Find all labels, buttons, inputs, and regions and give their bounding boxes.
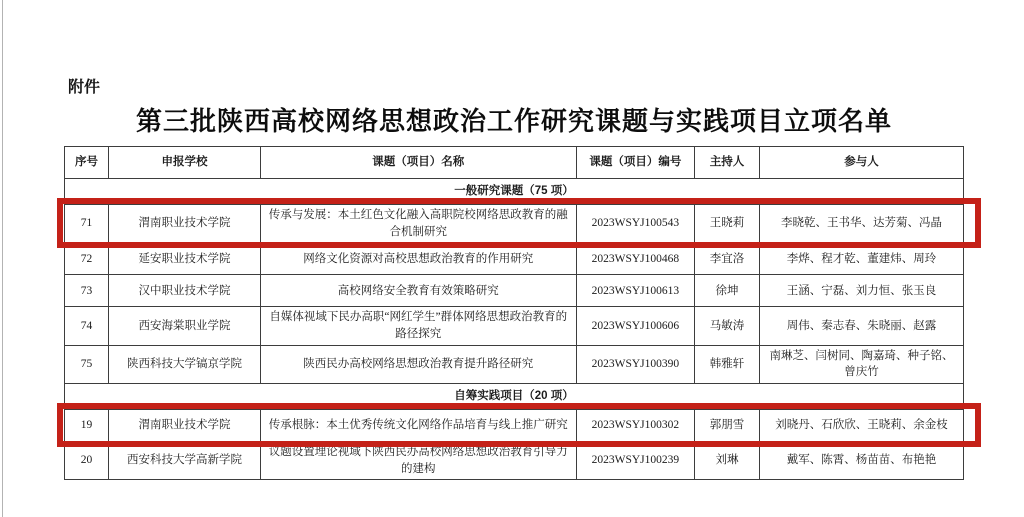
table-row: [65, 205, 964, 243]
cell-leader: 徐坤: [695, 275, 760, 307]
cell-no: 72: [65, 243, 109, 275]
section-header-label: 一般研究课题（75 项）: [65, 179, 964, 205]
cell-no: 71: [65, 205, 109, 243]
cell-no: 75: [65, 345, 109, 383]
col-participants: 参与人: [759, 147, 963, 179]
cell-project-name: 陕西民办高校网络思想政治教育提升路径研究: [260, 345, 576, 383]
cell-leader: 李宜洛: [695, 243, 760, 275]
cell-leader: 韩雅轩: [695, 345, 760, 383]
cell-project-name: 网络文化资源对高校思想政治教育的作用研究: [260, 243, 576, 275]
cell-project-code: 2023WSYJ100302: [576, 410, 695, 442]
cell-no: 73: [65, 275, 109, 307]
col-project-name: 课题（项目）名称: [260, 147, 576, 179]
table-row: [65, 275, 964, 307]
cell-school: 陕西科技大学镐京学院: [109, 345, 261, 383]
cell-school: 延安职业技术学院: [109, 243, 261, 275]
table-row: [65, 243, 964, 275]
cell-project-name: 传承根脉：本土优秀传统文化网络作品培育与线上推广研究: [260, 410, 576, 442]
cell-school: 汉中职业技术学院: [109, 275, 261, 307]
cell-project-code: 2023WSYJ100543: [576, 205, 695, 243]
cell-project-code: 2023WSYJ100613: [576, 275, 695, 307]
cell-project-code: 2023WSYJ100390: [576, 345, 695, 383]
cell-participants: 王涵、宁磊、刘力恒、张玉良: [759, 275, 963, 307]
cell-leader: 郭朋雪: [695, 410, 760, 442]
cell-no: 20: [65, 442, 109, 480]
projects-table: [64, 146, 964, 480]
cell-leader: 王晓莉: [695, 205, 760, 243]
attachment-label: 附件: [68, 79, 101, 96]
projects-table-container: [64, 146, 964, 480]
cell-project-name: 自媒体视域下民办高职“网红学生”群体网络思想政治教育的路径探究: [260, 307, 576, 345]
cell-project-code: 2023WSYJ100468: [576, 243, 695, 275]
cell-participants: 戴军、陈霄、杨苗苗、布艳艳: [759, 442, 963, 480]
section-header-row: [65, 384, 964, 410]
table-row: [65, 442, 964, 480]
cell-no: 74: [65, 307, 109, 345]
col-school: 申报学校: [109, 147, 261, 179]
cell-project-name: 传承与发展：本土红色文化融入高职院校网络思政教育的融合机制研究: [260, 205, 576, 243]
col-project-code: 课题（项目）编号: [576, 147, 695, 179]
cell-project-name: 高校网络安全教育有效策略研究: [260, 275, 576, 307]
table-row: [65, 410, 964, 442]
cell-no: 19: [65, 410, 109, 442]
table-row: [65, 345, 964, 383]
table-header-row: [65, 147, 964, 179]
cell-participants: 李烨、程才乾、董建炜、周玲: [759, 243, 963, 275]
table-row: [65, 307, 964, 345]
cell-leader: 刘琳: [695, 442, 760, 480]
cell-project-code: 2023WSYJ100606: [576, 307, 695, 345]
section-header-row: [65, 179, 964, 205]
cell-participants: 刘晓丹、石欣欣、王晓莉、余金枝: [759, 410, 963, 442]
cell-participants: 周伟、秦志春、朱晓丽、赵露: [759, 307, 963, 345]
page-title: 第三批陕西高校网络思想政治工作研究课题与实践项目立项名单: [135, 106, 892, 136]
cell-school: 西安科技大学高新学院: [109, 442, 261, 480]
cell-project-code: 2023WSYJ100239: [576, 442, 695, 480]
cell-school: 渭南职业技术学院: [109, 410, 261, 442]
cell-school: 渭南职业技术学院: [109, 205, 261, 243]
cell-project-name: 议题设置理论视域下陕西民办高校网络思想政治教育引导力的建构: [260, 442, 576, 480]
cell-participants: 南琳芝、闫树同、陶嘉琦、种子铭、曾庆竹: [759, 345, 963, 383]
cell-leader: 马敏涛: [695, 307, 760, 345]
cell-participants: 李晓乾、王书华、达芳菊、冯晶: [759, 205, 963, 243]
cell-school: 西安海棠职业学院: [109, 307, 261, 345]
section-header-label: 自筹实践项目（20 项）: [65, 384, 964, 410]
col-leader: 主持人: [695, 147, 760, 179]
col-no: 序号: [65, 147, 109, 179]
page-edge-line: [2, 0, 3, 517]
